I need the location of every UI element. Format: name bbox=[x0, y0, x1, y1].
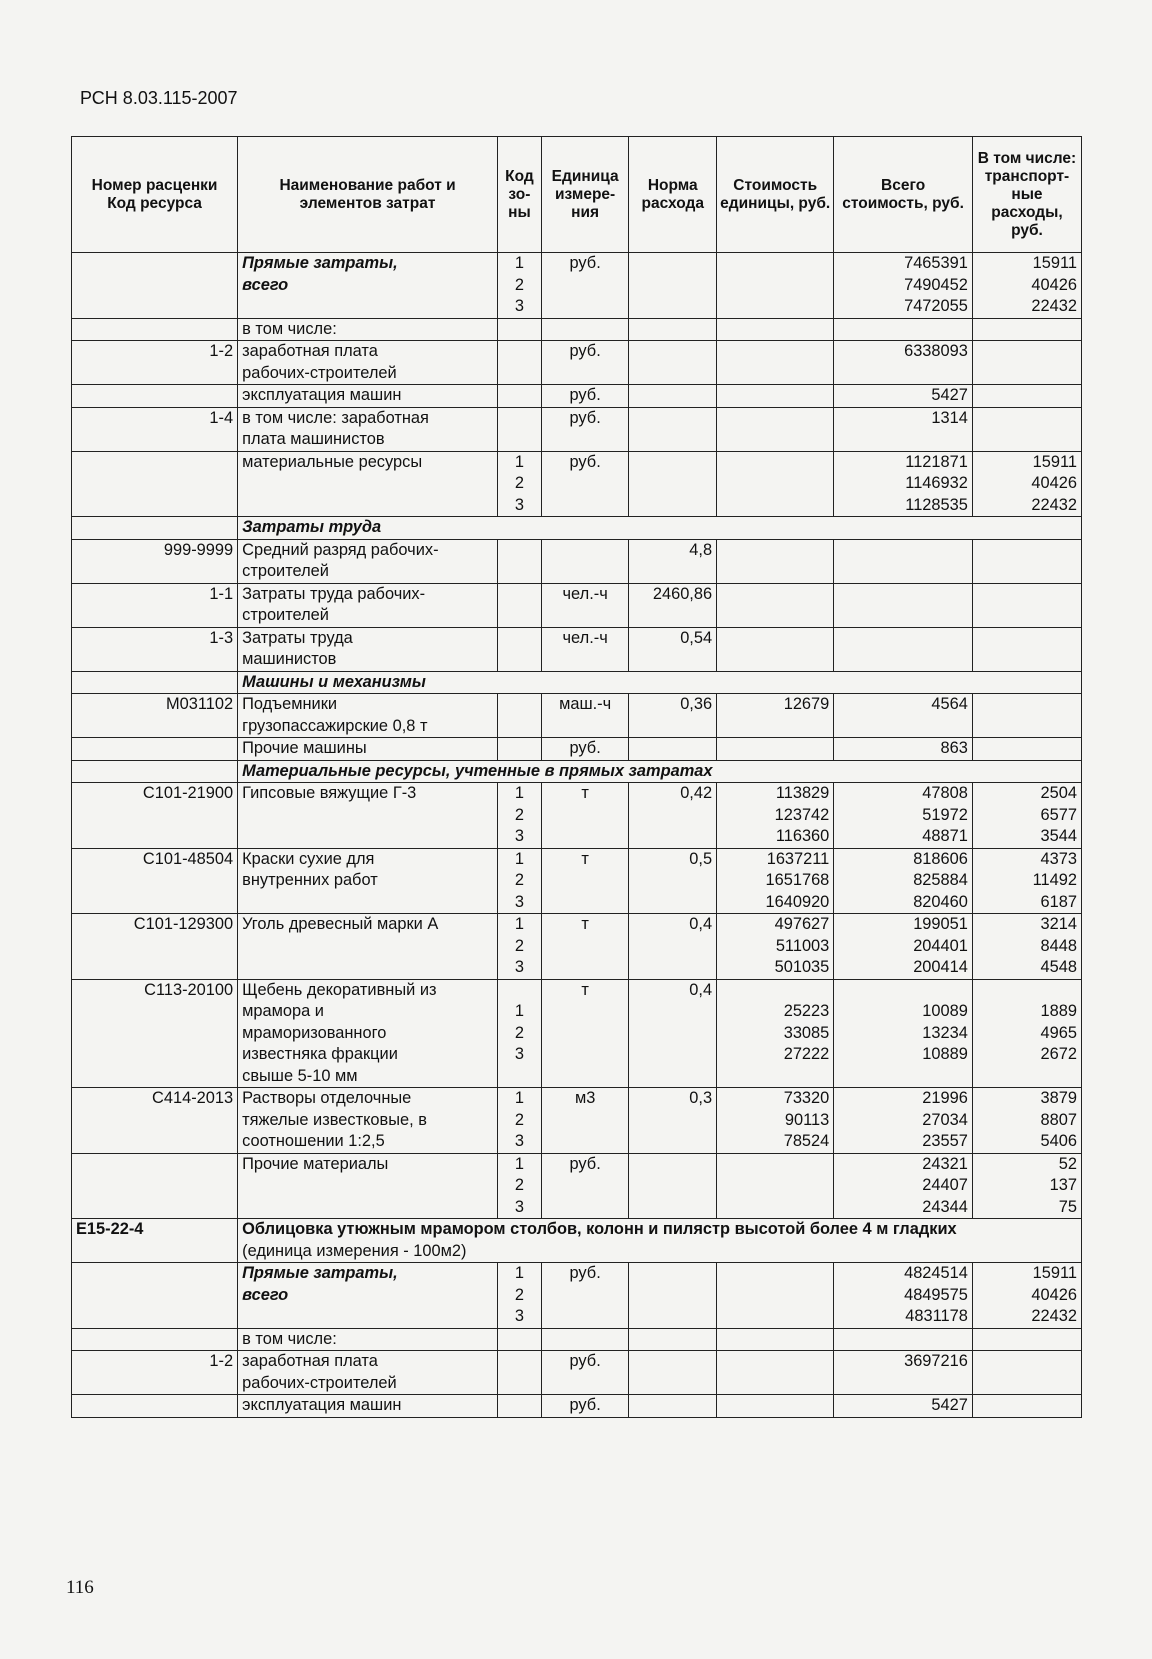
row-total: 6338093 bbox=[834, 341, 973, 385]
row-zone bbox=[498, 1351, 542, 1395]
rate-code: Е15-22-4 bbox=[72, 1219, 238, 1263]
table-row bbox=[72, 848, 1082, 914]
header-name: Наименование работ и элементов затрат bbox=[238, 137, 498, 253]
row-norm bbox=[629, 1351, 717, 1395]
row-unit-cost: 113829 123742 116360 bbox=[717, 783, 834, 849]
row-unit-cost bbox=[717, 253, 834, 319]
row-unit: т bbox=[541, 848, 629, 914]
row-total: 863 bbox=[834, 738, 973, 761]
row-unit-cost bbox=[717, 738, 834, 761]
row-total: 4564 bbox=[834, 694, 973, 738]
row-transport: 15911 40426 22432 bbox=[972, 1263, 1081, 1329]
row-transport bbox=[972, 1351, 1081, 1395]
row-norm: 0,54 bbox=[629, 627, 717, 671]
row-unit: чел.-ч bbox=[541, 627, 629, 671]
row-code bbox=[72, 1153, 238, 1219]
row-name: Растворы отделочные тяжелые известковые, в соотношении 1:2,5 bbox=[238, 1088, 498, 1154]
row-unit-cost: 25223 33085 27222 bbox=[717, 979, 834, 1088]
table-row bbox=[72, 979, 1082, 1088]
row-code: 1-1 bbox=[72, 583, 238, 627]
row-unit-cost: 497627 511003 501035 bbox=[717, 914, 834, 980]
row-unit-cost bbox=[717, 451, 834, 517]
row-zone: 1 2 3 bbox=[498, 848, 542, 914]
row-norm bbox=[629, 318, 717, 341]
row-code: 1-4 bbox=[72, 407, 238, 451]
row-unit-cost: 73320 90113 78524 bbox=[717, 1088, 834, 1154]
row-zone bbox=[498, 1395, 542, 1418]
row-unit-cost bbox=[717, 627, 834, 671]
row-code bbox=[72, 1328, 238, 1351]
row-norm: 4,8 bbox=[629, 539, 717, 583]
row-zone bbox=[498, 1328, 542, 1351]
section-row bbox=[72, 760, 1082, 783]
row-transport: 1889 4965 2672 bbox=[972, 979, 1081, 1088]
rate-unit: (единица измерения - 100м2) bbox=[242, 1241, 467, 1260]
row-total: 199051 204401 200414 bbox=[834, 914, 973, 980]
row-total: 7465391 7490452 7472055 bbox=[834, 253, 973, 319]
row-transport: 3879 8807 5406 bbox=[972, 1088, 1081, 1154]
row-transport: 15911 40426 22432 bbox=[972, 253, 1081, 319]
row-code: С101-48504 bbox=[72, 848, 238, 914]
row-unit: т bbox=[541, 914, 629, 980]
row-code: 999-9999 bbox=[72, 539, 238, 583]
table-row bbox=[72, 694, 1082, 738]
table-row bbox=[72, 1351, 1082, 1395]
row-norm bbox=[629, 1263, 717, 1329]
row-code bbox=[72, 1263, 238, 1329]
section-spacer bbox=[72, 517, 238, 540]
row-code: С101-21900 bbox=[72, 783, 238, 849]
row-transport bbox=[972, 539, 1081, 583]
row-unit bbox=[541, 1328, 629, 1351]
row-zone: 1 2 3 bbox=[498, 253, 542, 319]
row-unit: руб. bbox=[541, 1263, 629, 1329]
header-unit-cost: Стоимость единицы, руб. bbox=[717, 137, 834, 253]
rate-title: Облицовка утюжным мрамором столбов, колонн и пилястр высотой более 4 м гладких bbox=[242, 1220, 957, 1238]
section-row bbox=[72, 671, 1082, 694]
row-zone bbox=[498, 341, 542, 385]
table-row bbox=[72, 783, 1082, 849]
row-name: заработная плата рабочих-строителей bbox=[238, 341, 498, 385]
row-code: 1-2 bbox=[72, 341, 238, 385]
row-norm bbox=[629, 738, 717, 761]
row-code bbox=[72, 385, 238, 408]
row-code: 1-3 bbox=[72, 627, 238, 671]
table-row bbox=[72, 253, 1082, 319]
row-unit-cost bbox=[717, 1328, 834, 1351]
row-zone bbox=[498, 694, 542, 738]
row-zone bbox=[498, 318, 542, 341]
row-code: С113-20100 bbox=[72, 979, 238, 1088]
row-total bbox=[834, 627, 973, 671]
row-total: 21996 27034 23557 bbox=[834, 1088, 973, 1154]
row-name: эксплуатация машин bbox=[238, 1395, 498, 1418]
row-name: эксплуатация машин bbox=[238, 385, 498, 408]
row-total bbox=[834, 539, 973, 583]
table-row bbox=[72, 914, 1082, 980]
table-row bbox=[72, 738, 1082, 761]
row-name: Прочие машины bbox=[238, 738, 498, 761]
row-name: Гипсовые вяжущие Г-3 bbox=[238, 783, 498, 849]
row-unit: руб. bbox=[541, 385, 629, 408]
row-unit: руб. bbox=[541, 451, 629, 517]
row-transport bbox=[972, 1328, 1081, 1351]
row-name: в том числе: bbox=[238, 318, 498, 341]
row-transport: 52 137 75 bbox=[972, 1153, 1081, 1219]
row-norm bbox=[629, 1395, 717, 1418]
row-unit-cost bbox=[717, 341, 834, 385]
row-total: 47808 51972 48871 bbox=[834, 783, 973, 849]
row-total: 5427 bbox=[834, 385, 973, 408]
row-total: 10089 13234 10889 bbox=[834, 979, 973, 1088]
row-zone bbox=[498, 627, 542, 671]
row-zone bbox=[498, 385, 542, 408]
row-total: 1121871 1146932 1128535 bbox=[834, 451, 973, 517]
row-zone: 1 2 3 bbox=[498, 451, 542, 517]
section-title: Машины и механизмы bbox=[238, 671, 1082, 694]
row-norm bbox=[629, 407, 717, 451]
row-name: Затраты труда машинистов bbox=[238, 627, 498, 671]
header-code: Номер расценки Код ресурса bbox=[72, 137, 238, 253]
row-total: 4824514 4849575 4831178 bbox=[834, 1263, 973, 1329]
row-code bbox=[72, 253, 238, 319]
row-transport bbox=[972, 341, 1081, 385]
header-total: Всего стоимость, руб. bbox=[834, 137, 973, 253]
row-zone: 1 2 3 bbox=[498, 1153, 542, 1219]
row-code: С414-2013 bbox=[72, 1088, 238, 1154]
document-code: РСН 8.03.115-2007 bbox=[80, 88, 238, 108]
row-name: Краски сухие для внутренних работ bbox=[238, 848, 498, 914]
row-zone bbox=[498, 539, 542, 583]
section-row bbox=[72, 517, 1082, 540]
row-unit-cost bbox=[717, 1351, 834, 1395]
row-code: М031102 bbox=[72, 694, 238, 738]
row-code bbox=[72, 318, 238, 341]
table-row bbox=[72, 1328, 1082, 1351]
row-unit: руб. bbox=[541, 1351, 629, 1395]
section-title: Материальные ресурсы, учтенные в прямых затратах bbox=[238, 760, 1082, 783]
row-transport bbox=[972, 627, 1081, 671]
row-unit-cost bbox=[717, 583, 834, 627]
row-unit: т bbox=[541, 783, 629, 849]
row-zone: 1 2 3 bbox=[498, 1088, 542, 1154]
row-zone: 1 2 3 bbox=[498, 783, 542, 849]
row-transport bbox=[972, 738, 1081, 761]
row-norm bbox=[629, 1328, 717, 1351]
table-row bbox=[72, 1088, 1082, 1154]
row-unit: руб. bbox=[541, 341, 629, 385]
row-unit-cost bbox=[717, 318, 834, 341]
row-zone: 1 2 3 bbox=[498, 979, 542, 1088]
row-unit-cost bbox=[717, 539, 834, 583]
row-total bbox=[834, 318, 973, 341]
row-unit: руб. bbox=[541, 253, 629, 319]
row-code bbox=[72, 451, 238, 517]
row-transport bbox=[972, 318, 1081, 341]
row-unit-cost: 1637211 1651768 1640920 bbox=[717, 848, 834, 914]
row-unit bbox=[541, 539, 629, 583]
table-row bbox=[72, 1263, 1082, 1329]
row-name: Затраты труда рабочих- строителей bbox=[238, 583, 498, 627]
row-name: Средний разряд рабочих- строителей bbox=[238, 539, 498, 583]
row-zone: 1 2 3 bbox=[498, 1263, 542, 1329]
row-code bbox=[72, 738, 238, 761]
row-total: 5427 bbox=[834, 1395, 973, 1418]
table-row bbox=[72, 341, 1082, 385]
row-unit: руб. bbox=[541, 738, 629, 761]
section-title: Затраты труда bbox=[238, 517, 1082, 540]
row-unit: руб. bbox=[541, 1395, 629, 1418]
table-row bbox=[72, 583, 1082, 627]
row-transport bbox=[972, 407, 1081, 451]
row-norm: 0,4 bbox=[629, 914, 717, 980]
row-transport: 15911 40426 22432 bbox=[972, 451, 1081, 517]
row-unit-cost bbox=[717, 385, 834, 408]
page-number: 116 bbox=[66, 1577, 94, 1598]
row-transport bbox=[972, 1395, 1081, 1418]
row-total bbox=[834, 583, 973, 627]
row-total bbox=[834, 1328, 973, 1351]
row-name: заработная плата рабочих-строителей bbox=[238, 1351, 498, 1395]
row-norm: 0,4 bbox=[629, 979, 717, 1088]
row-transport bbox=[972, 694, 1081, 738]
table-row bbox=[72, 539, 1082, 583]
row-norm bbox=[629, 451, 717, 517]
row-unit: руб. bbox=[541, 1153, 629, 1219]
row-norm: 2460,86 bbox=[629, 583, 717, 627]
rate-title-cell bbox=[238, 1219, 1082, 1263]
row-norm bbox=[629, 385, 717, 408]
header-zone: Код зо-ны bbox=[498, 137, 542, 253]
section-spacer bbox=[72, 760, 238, 783]
row-transport: 2504 6577 3544 bbox=[972, 783, 1081, 849]
row-transport: 4373 11492 6187 bbox=[972, 848, 1081, 914]
row-zone bbox=[498, 407, 542, 451]
row-code: 1-2 bbox=[72, 1351, 238, 1395]
row-norm: 0,3 bbox=[629, 1088, 717, 1154]
table-row bbox=[72, 407, 1082, 451]
row-unit-cost: 12679 bbox=[717, 694, 834, 738]
row-name: Подъемники грузопассажирские 0,8 т bbox=[238, 694, 498, 738]
row-code: С101-129300 bbox=[72, 914, 238, 980]
row-name: Уголь древесный марки А bbox=[238, 914, 498, 980]
row-norm bbox=[629, 341, 717, 385]
row-name: в том числе: bbox=[238, 1328, 498, 1351]
row-norm bbox=[629, 253, 717, 319]
row-unit: руб. bbox=[541, 407, 629, 451]
row-zone: 1 2 3 bbox=[498, 914, 542, 980]
section-spacer bbox=[72, 671, 238, 694]
row-norm: 0,36 bbox=[629, 694, 717, 738]
table-row bbox=[72, 1153, 1082, 1219]
row-unit-cost bbox=[717, 1153, 834, 1219]
row-unit: чел.-ч bbox=[541, 583, 629, 627]
cost-table bbox=[71, 136, 1082, 1418]
row-name: Прочие материалы bbox=[238, 1153, 498, 1219]
row-total: 24321 24407 24344 bbox=[834, 1153, 973, 1219]
header-norm: Норма расхода bbox=[629, 137, 717, 253]
row-unit bbox=[541, 318, 629, 341]
header-transport: В том числе: транспорт-ные расходы, руб. bbox=[972, 137, 1081, 253]
row-name: Прямые затраты, всего bbox=[238, 1263, 498, 1329]
row-name: Щебень декоративный из мрамора и мраморизованного известняка фракции свыше 5-10 мм bbox=[238, 979, 498, 1088]
row-zone bbox=[498, 583, 542, 627]
header-row bbox=[72, 137, 1082, 253]
row-total: 818606 825884 820460 bbox=[834, 848, 973, 914]
row-total: 3697216 bbox=[834, 1351, 973, 1395]
row-norm: 0,5 bbox=[629, 848, 717, 914]
row-transport bbox=[972, 385, 1081, 408]
table-row bbox=[72, 627, 1082, 671]
rate-title-row bbox=[72, 1219, 1082, 1263]
table-row bbox=[72, 385, 1082, 408]
row-unit-cost bbox=[717, 1263, 834, 1329]
row-transport bbox=[972, 583, 1081, 627]
row-name: материальные ресурсы bbox=[238, 451, 498, 517]
row-norm: 0,42 bbox=[629, 783, 717, 849]
table-row bbox=[72, 451, 1082, 517]
row-total: 1314 bbox=[834, 407, 973, 451]
row-unit: м3 bbox=[541, 1088, 629, 1154]
row-unit-cost bbox=[717, 1395, 834, 1418]
row-zone bbox=[498, 738, 542, 761]
row-unit-cost bbox=[717, 407, 834, 451]
row-name: Прямые затраты, всего bbox=[238, 253, 498, 319]
row-transport: 3214 8448 4548 bbox=[972, 914, 1081, 980]
table-row bbox=[72, 1395, 1082, 1418]
row-norm bbox=[629, 1153, 717, 1219]
row-unit: т bbox=[541, 979, 629, 1088]
table-row bbox=[72, 318, 1082, 341]
header-unit: Единица измере-ния bbox=[541, 137, 629, 253]
row-name: в том числе: заработная плата машинистов bbox=[238, 407, 498, 451]
row-code bbox=[72, 1395, 238, 1418]
row-unit: маш.-ч bbox=[541, 694, 629, 738]
